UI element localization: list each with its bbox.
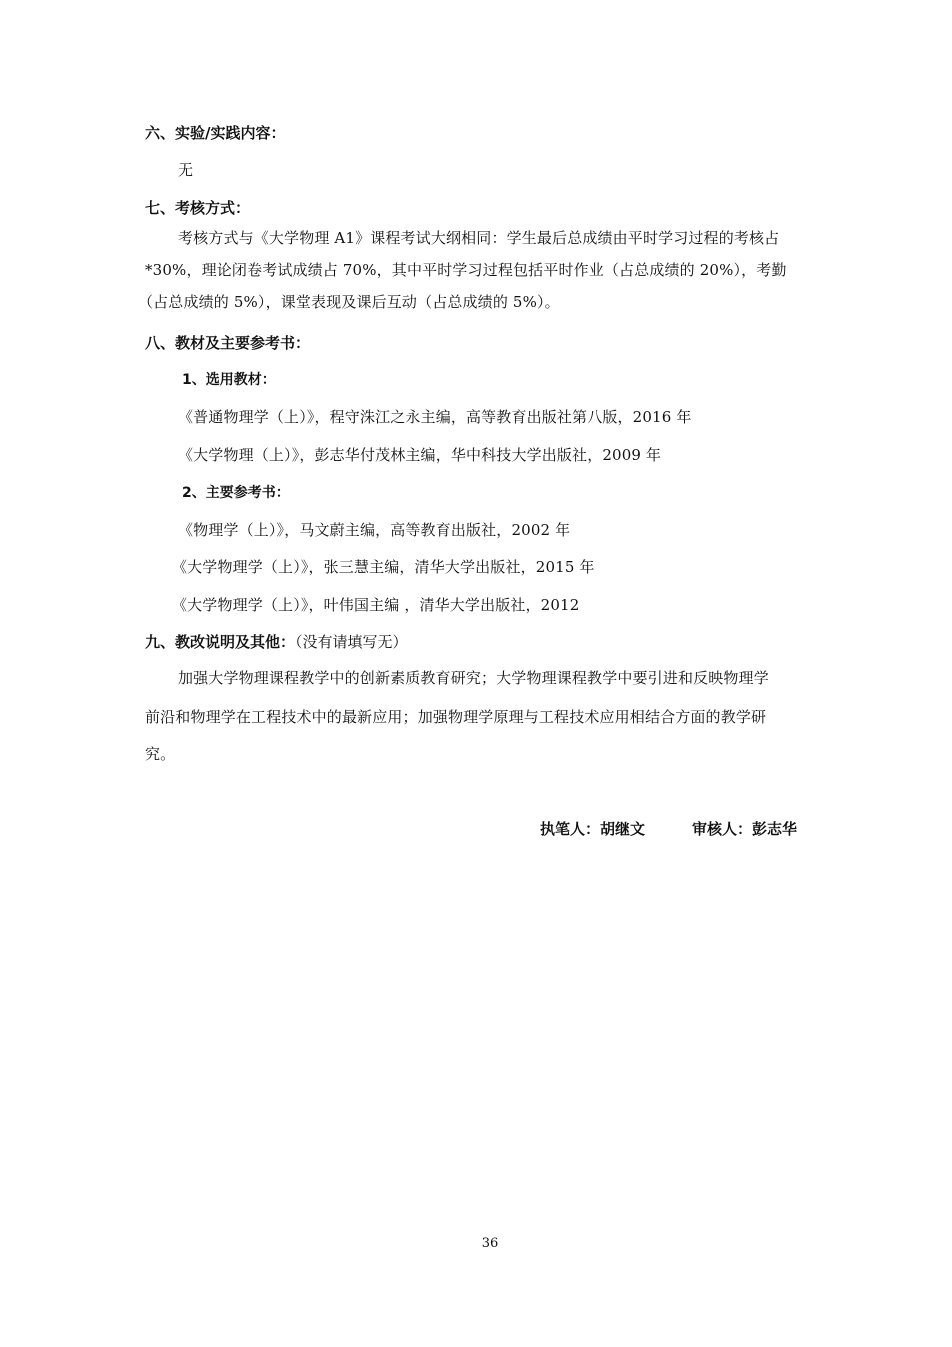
section-7-line-3: （占总成绩的 5%），课堂表现及课后互动（占总成绩的 5%）。 — [138, 293, 560, 311]
section-8-title: 八、教材及主要参考书： — [145, 334, 311, 352]
section-9-line-1: 加强大学物理课程教学中的创新素质教育研究；大学物理课程教学中要引进和反映物理学 — [178, 669, 769, 687]
writer-signature: 执笔人：胡继文 — [540, 820, 646, 838]
section-7-line-1: 考核方式与《大学物理 A1》课程考试大纲相同：学生最后总成绩由平时学习过程的考核占 — [178, 229, 780, 247]
section-9-line-2: 前沿和物理学在工程技术中的最新应用；加强物理学原理与工程技术应用相结合方面的教学研 — [145, 708, 767, 726]
section-7-line-2: *30%，理论闭卷考试成绩占 70%，其中平时学习过程包括平时作业（占总成绩的 20%），考勤 — [145, 261, 787, 279]
section-6-content: 无 — [178, 161, 194, 179]
textbook-item: 《大学物理（上）》，彭志华付茂林主编，华中科技大学出版社，2009 年 — [178, 446, 662, 464]
section-9-title — [145, 632, 408, 652]
reference-item: 《大学物理学（上）》，张三慧主编，清华大学出版社，2015 年 — [172, 558, 595, 576]
textbooks-subtitle: 1、选用教材： — [182, 372, 276, 388]
reference-item: 《大学物理学（上）》，叶伟国主编 ，清华大学出版社，2012 — [172, 596, 580, 614]
references-subtitle: 2、主要参考书： — [182, 485, 290, 501]
section-6-title: 六、实验/实践内容： — [145, 124, 286, 142]
reviewer-signature: 审核人：彭志华 — [692, 820, 798, 838]
textbook-item: 《普通物理学（上）》，程守洙江之永主编，高等教育出版社第八版，2016 年 — [178, 408, 692, 426]
section-9-line-3: 究。 — [145, 745, 176, 763]
section-7-title: 七、考核方式： — [145, 199, 251, 217]
reference-item: 《物理学（上）》，马文蔚主编，高等教育出版社，2002 年 — [178, 521, 571, 539]
section-9-title-text: 九、教改说明及其他： — [145, 633, 296, 651]
page-number: 36 — [481, 1236, 499, 1251]
section-9-note: （没有请填写无） — [295, 633, 408, 651]
